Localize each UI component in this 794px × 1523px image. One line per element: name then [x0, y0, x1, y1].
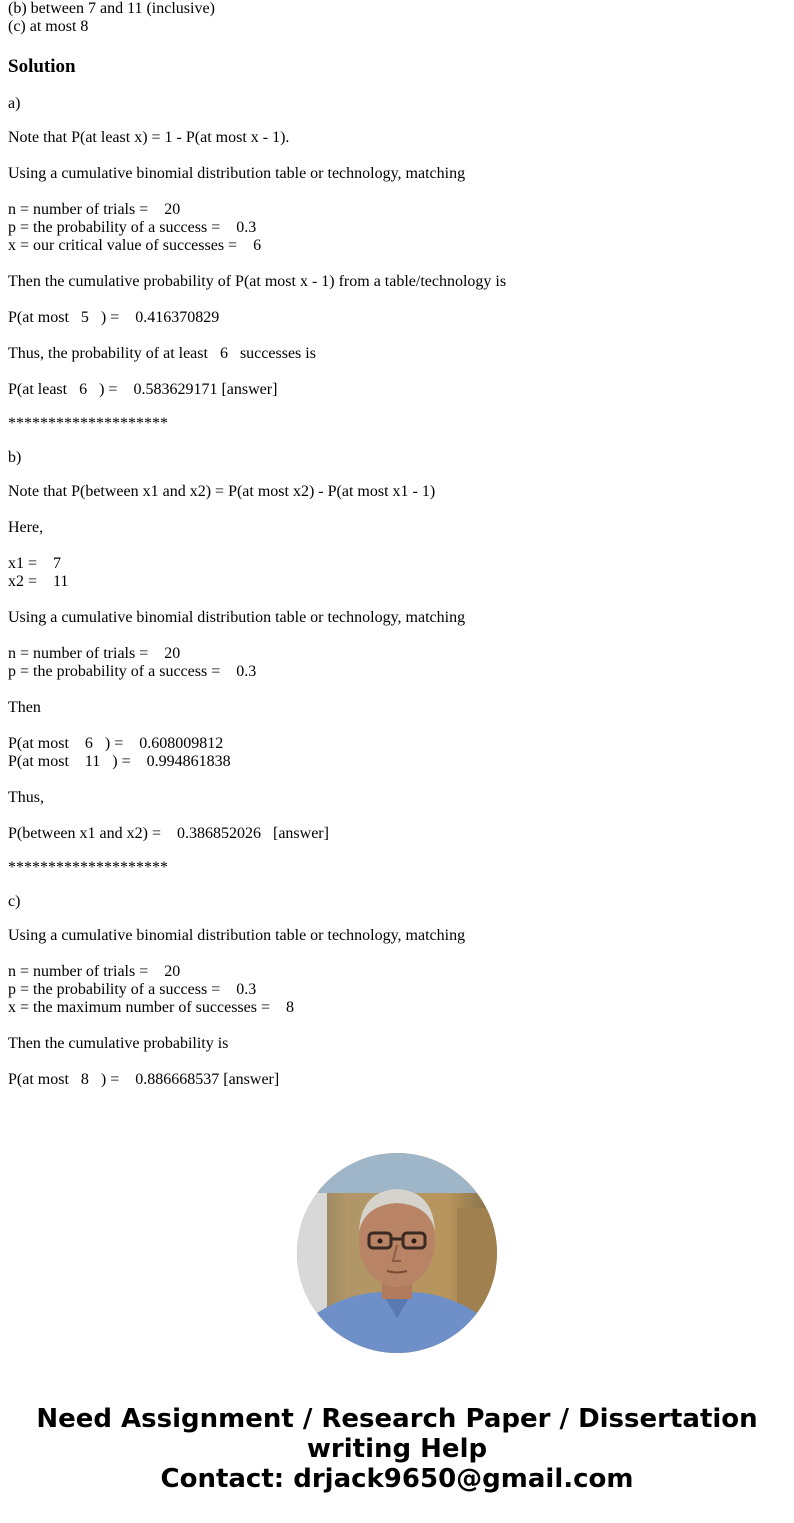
separator: ********************	[8, 859, 168, 876]
part-a-thus: Thus, the probability of at least 6 successes is	[8, 345, 316, 362]
separator: ********************	[8, 415, 168, 432]
part-b-note: Note that P(between x1 and x2) = P(at most x2) - P(at most x1 - 1)	[8, 483, 436, 500]
part-a-p-line: p = the probability of a success = 0.3	[8, 219, 257, 236]
part-b-using: Using a cumulative binomial distribution table or technology, matching	[8, 609, 466, 626]
part-c-label: c)	[8, 893, 21, 910]
part-a-then: Then the cumulative probability of P(at most x - 1) from a table/technology is	[8, 273, 507, 290]
part-b-cumulative-1: P(at most 6 ) = 0.608009812	[8, 735, 224, 752]
part-b-then: Then	[8, 699, 41, 716]
part-b-n-line: n = number of trials = 20	[8, 645, 181, 662]
question-part-c: (c) at most 8	[8, 18, 89, 35]
part-c-x-line: x = the maximum number of successes = 8	[8, 999, 294, 1016]
part-a-cumulative: P(at most 5 ) = 0.416370829	[8, 309, 220, 326]
promo-contact: Contact: drjack9650@gmail.com	[160, 1464, 634, 1494]
promo-line-2: writing Help	[306, 1434, 488, 1464]
promo-line-1: Need Assignment / Research Paper / Dissertation	[36, 1404, 758, 1434]
part-a-using: Using a cumulative binomial distribution table or technology, matching	[8, 165, 466, 182]
part-c-then: Then the cumulative probability is	[8, 1035, 229, 1052]
question-part-b: (b) between 7 and 11 (inclusive)	[8, 0, 215, 17]
part-c-using: Using a cumulative binomial distribution table or technology, matching	[8, 927, 466, 944]
part-b-answer: P(between x1 and x2) = 0.386852026 [answer]	[8, 825, 329, 842]
part-a-note: Note that P(at least x) = 1 - P(at most x - 1).	[8, 129, 290, 146]
author-avatar	[297, 1153, 497, 1353]
solution-heading: Solution	[8, 56, 76, 77]
part-a-label: a)	[8, 95, 21, 112]
author-portrait-image	[297, 1153, 497, 1353]
part-b-here: Here,	[8, 519, 44, 536]
part-b-x1: x1 = 7	[8, 555, 62, 572]
part-c-p-line: p = the probability of a success = 0.3	[8, 981, 257, 998]
part-b-x2: x2 = 11	[8, 573, 69, 590]
part-a-answer: P(at least 6 ) = 0.583629171 [answer]	[8, 381, 278, 398]
part-b-label: b)	[8, 449, 22, 466]
part-b-thus: Thus,	[8, 789, 44, 806]
part-b-cumulative-2: P(at most 11 ) = 0.994861838	[8, 753, 231, 770]
part-c-n-line: n = number of trials = 20	[8, 963, 181, 980]
part-a-n-line: n = number of trials = 20	[8, 201, 181, 218]
part-b-p-line: p = the probability of a success = 0.3	[8, 663, 257, 680]
part-c-answer: P(at most 8 ) = 0.886668537 [answer]	[8, 1071, 280, 1088]
part-a-x-line: x = our critical value of successes = 6	[8, 237, 262, 254]
